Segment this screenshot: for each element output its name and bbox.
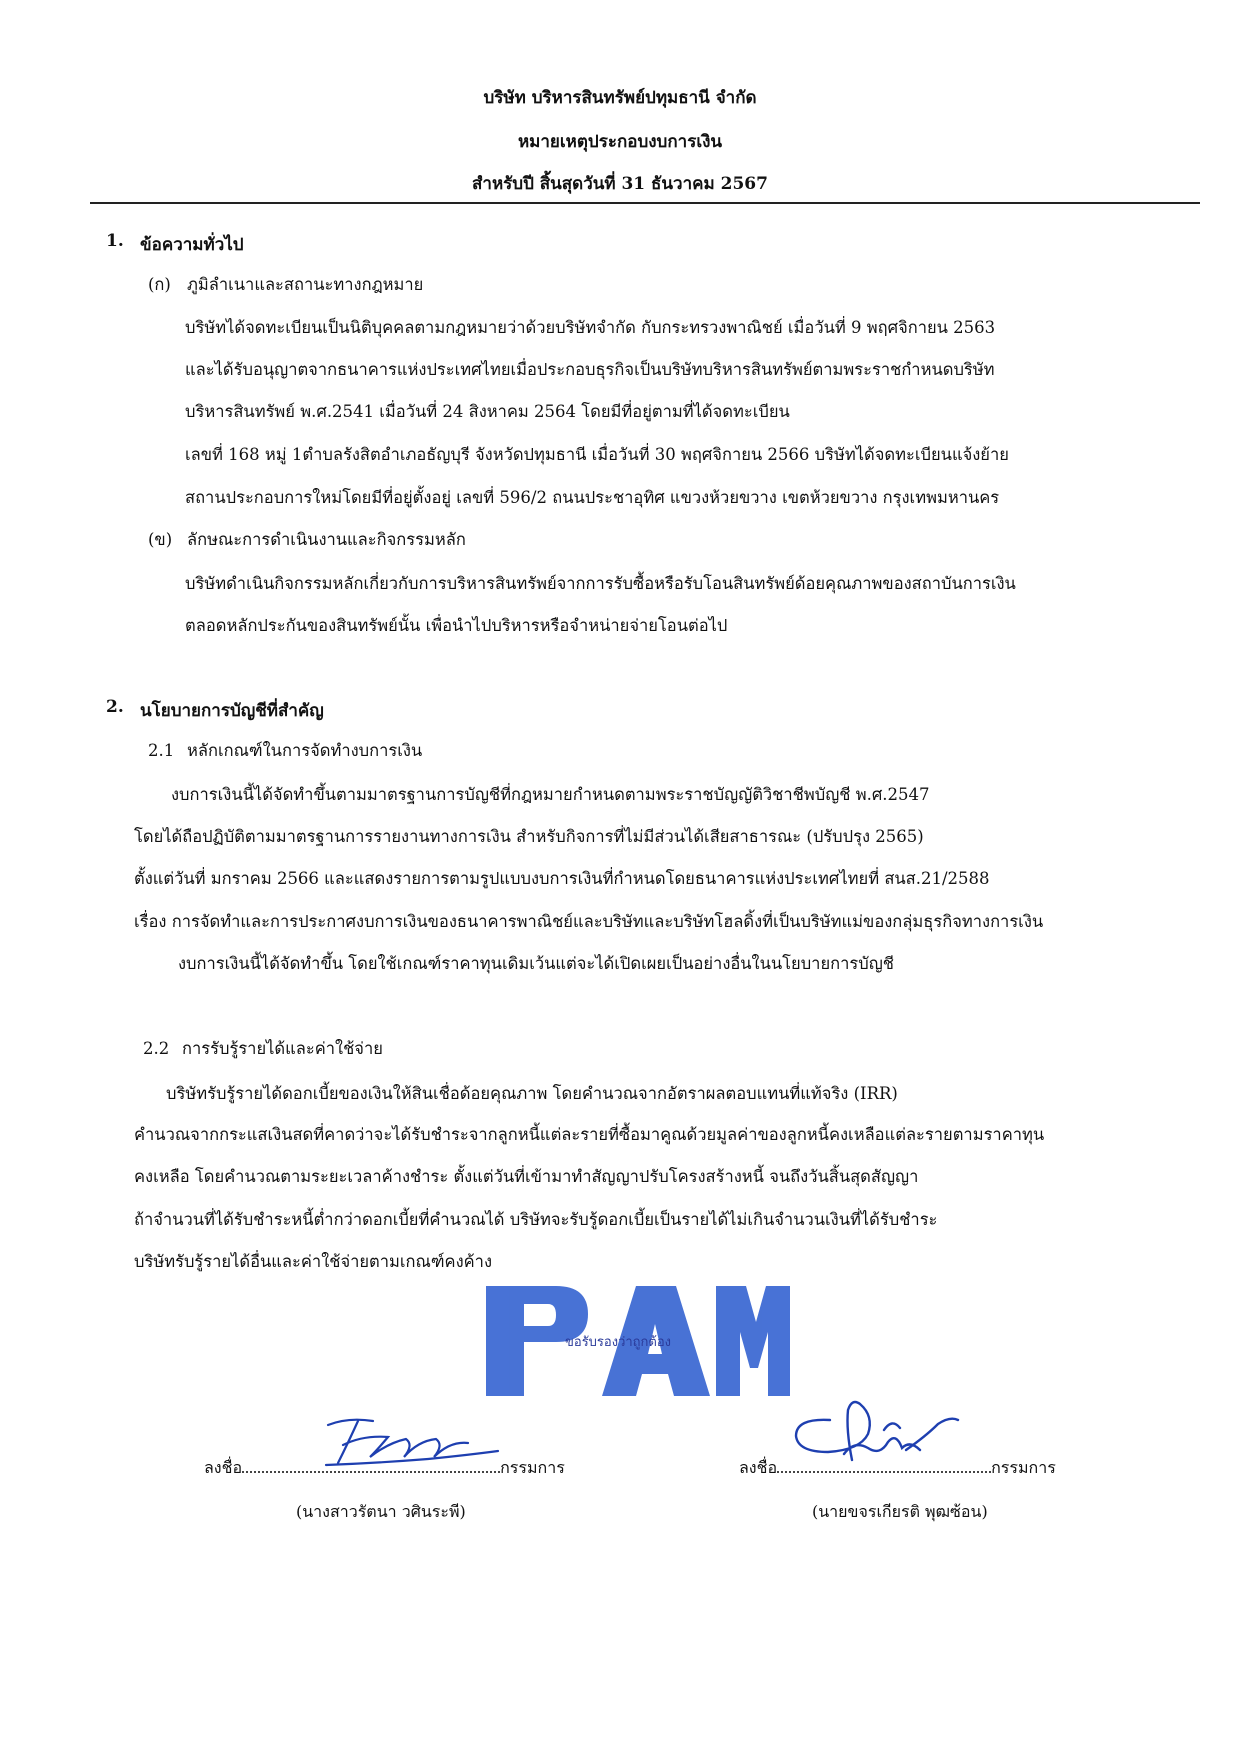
section2-number: 2.	[106, 697, 124, 717]
paragraph-line: ตั้งแต่วันที่ มกราคม 2566 และแสดงรายการตามรูปแบบงบการเงินที่กำหนดโดยธนาคารแห่งประเทศไทยที่ สนส.21/2588	[134, 869, 990, 888]
section1-b-label: (ข)	[148, 530, 173, 549]
section2-2-title: การรับรู้รายได้และค่าใช้จ่าย	[182, 1039, 383, 1058]
paragraph-line: คงเหลือ โดยคำนวณตามระยะเวลาค้างชำระ ตั้งแต่วันที่เข้ามาทำสัญญาปรับโครงสร้างหนี้ จนถึงวันสิ้นสุดสัญญา	[134, 1167, 919, 1186]
stamp-certification-text: ขอรับรองว่าถูกต้อง	[565, 1335, 672, 1350]
paragraph-line: ถ้าจำนวนที่ได้รับชำระหนี้ต่ำกว่าดอกเบี้ยที่คำนวณได้ บริษัทจะรับรู้ดอกเบี้ยเป็นรายได้ไม่เกินจำนวนเงินที่ได้รับชำระ	[134, 1210, 938, 1229]
section1-number: 1.	[106, 231, 124, 251]
section2-1-label: 2.1	[148, 741, 175, 760]
paragraph-line: สถานประกอบการใหม่โดยมีที่อยู่ตั้งอยู่ เลขที่ 596/2 ถนนประชาอุทิศ แขวงห้วยขวาง เขตห้วยขวาง กรุงเทพมหานคร	[185, 488, 1000, 507]
paragraph-line: บริหารสินทรัพย์ พ.ศ.2541 เมื่อวันที่ 24 สิงหาคม 2564 โดยมีที่อยู่ตามที่ได้จดทะเบียน	[185, 402, 790, 421]
paragraph-line: บริษัทได้จดทะเบียนเป็นนิติบุคคลตามกฎหมายว่าด้วยบริษัทจำกัด กับกระทรวงพาณิชย์ เมื่อวันที่ 9 พฤศจิกายน 2563	[185, 318, 996, 337]
signature-right-handwriting	[788, 1390, 978, 1480]
signature-left-handwriting	[318, 1405, 508, 1475]
paragraph-line: งบการเงินนี้ได้จัดทำขึ้นตามมาตรฐานการบัญชีที่กฎหมายกำหนดตามพระราชบัญญัติวิชาชีพบัญชี พ.ศ.2547	[171, 785, 930, 804]
paragraph-line: และได้รับอนุญาตจากธนาคารแห่งประเทศไทยเมื่อประกอบธุรกิจเป็นบริษัทบริหารสินทรัพย์ตามพระราชกำหนดบริษัท	[185, 360, 995, 379]
section2-1-title: หลักเกณฑ์ในการจัดทำงบการเงิน	[187, 741, 423, 760]
paragraph-line: โดยได้ถือปฏิบัติตามมาตรฐานการรายงานทางการเงิน สำหรับกิจการที่ไม่มีส่วนได้เสียสาธารณะ (ปรับปรุง 2565)	[134, 827, 924, 846]
signature-left-name: (นางสาวรัตนา วศินระพี)	[296, 1502, 466, 1521]
signature-left-prefix: ลงชื่อ	[204, 1458, 243, 1477]
document-title: หมายเหตุประกอบงบการเงิน	[517, 132, 723, 152]
signature-left-role: กรรมการ	[500, 1458, 565, 1477]
paragraph-line: บริษัทรับรู้รายได้อื่นและค่าใช้จ่ายตามเกณฑ์คงค้าง	[134, 1252, 492, 1271]
section1-a-label: (ก)	[148, 275, 171, 294]
section1-b-title: ลักษณะการดำเนินงานและกิจกรรมหลัก	[187, 530, 466, 549]
paragraph-line: เรื่อง การจัดทำและการประกาศงบการเงินของธนาคารพาณิชย์และบริษัทและบริษัทโฮลดิ้งที่เป็นบริษัทแม่ของกลุ่มธุรกิจทางการเงิน	[134, 912, 1044, 931]
paragraph-line: เลขที่ 168 หมู่ 1ตำบลรังสิตอำเภอธัญบุรี จังหวัดปทุมธานี เมื่อวันที่ 30 พฤศจิกายน 2566 บริษัทได้จดทะเบียนแจ้งย้าย	[185, 445, 1009, 464]
signature-right-prefix: ลงชื่อ	[739, 1458, 778, 1477]
header-rule	[90, 202, 1200, 204]
signature-right-name: (นายขจรเกียรติ พุฒซ้อน)	[812, 1502, 988, 1521]
paragraph-line: บริษัทรับรู้รายได้ดอกเบี้ยของเงินให้สินเชื่อด้อยคุณภาพ โดยคำนวณจากอัตราผลตอบแทนที่แท้จริง (IRR)	[166, 1084, 898, 1103]
signature-right-role: กรรมการ	[991, 1458, 1056, 1477]
section1-a-title: ภูมิลำเนาและสถานะทางกฎหมาย	[187, 275, 424, 294]
paragraph-line: คำนวณจากกระแสเงินสดที่คาดว่าจะได้รับชำระจากลูกหนี้แต่ละรายที่ซื้อมาคูณด้วยมูลค่าของลูกหนี้คงเหลือแต่ละรายตามราคาทุน	[134, 1125, 1045, 1144]
section2-title: นโยบายการบัญชีที่สำคัญ	[140, 701, 324, 721]
paragraph-line: ตลอดหลักประกันของสินทรัพย์นั้น เพื่อนำไปบริหารหรือจำหน่ายจ่ายโอนต่อไป	[185, 616, 728, 635]
paragraph-line: บริษัทดำเนินกิจกรรมหลักเกี่ยวกับการบริหารสินทรัพย์จากการรับซื้อหรือรับโอนสินทรัพย์ด้อยคุณภาพของสถาบันการเงิน	[185, 574, 1016, 593]
section2-2-label: 2.2	[143, 1039, 170, 1058]
period-line: สำหรับปี สิ้นสุดวันที่ 31 ธันวาคม 2567	[472, 174, 768, 194]
paragraph-line: งบการเงินนี้ได้จัดทำขึ้น โดยใช้เกณฑ์ราคาทุนเดิมเว้นแต่จะได้เปิดเผยเป็นอย่างอื่นในนโยบายการบัญชี	[178, 954, 894, 973]
section1-title: ข้อความทั่วไป	[140, 235, 244, 255]
company-name: บริษัท บริหารสินทรัพย์ปทุมธานี จำกัด	[483, 88, 757, 108]
